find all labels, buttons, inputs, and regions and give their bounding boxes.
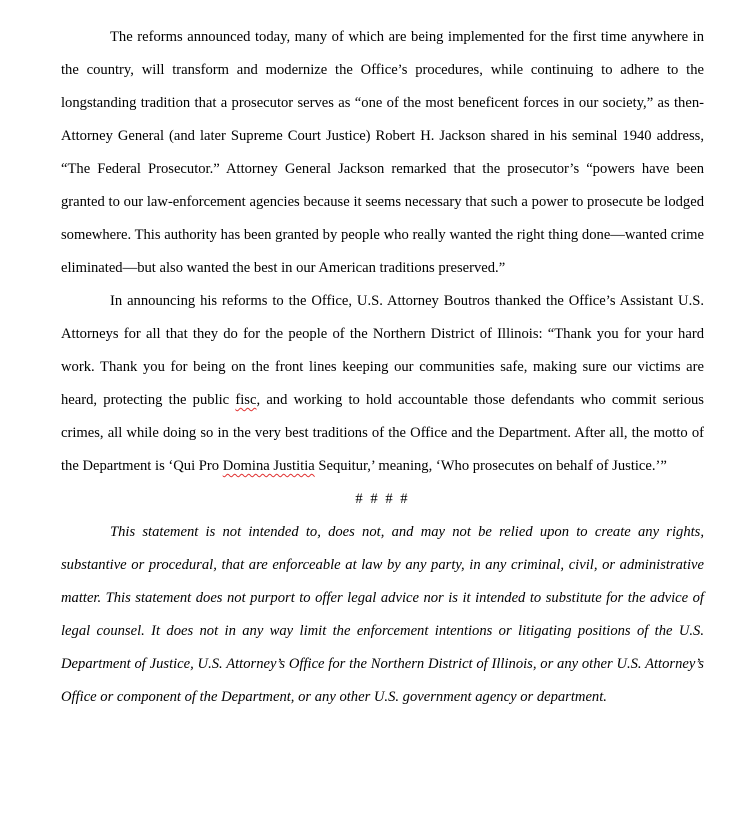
spellcheck-word-fisc[interactable]: fisc xyxy=(235,392,257,408)
paragraph-boutros-text-2: , and working to hold accountable those defendants who commit serious crimes, all while doing so in the very best traditions of the Office and the Department. After all, the motto of the Department is ‘Qui Pro xyxy=(61,392,704,474)
paragraph-boutros-text-1: In announcing his reforms to the Office, U.S. Attorney Boutros thanked the Office’s Assistant U.S. Attorneys for all that they do for the people of the Northern District of Illinois: “Thank you for your hard work. Thank you for being on the front lines keeping our communities safe, making sure our victims are heard, protecting the public xyxy=(61,293,704,408)
document-page xyxy=(61,21,704,714)
paragraph-boutros-quote xyxy=(61,285,704,483)
section-separator: # # # # xyxy=(355,491,410,507)
disclaimer-paragraph: This statement is not intended to, does not, and may not be relied upon to create any rights, substantive or procedural, that are enforceable at law by any party, in any criminal, civil, or administrative matter. This statement does not purport to offer legal advice nor is it intended to substitute for the advice of legal counsel. It does not in any way limit the enforcement intentions or litigating positions of the U.S. Department of Justice, U.S. Attorney’s Office for the Northern District of Illinois, or any other U.S. Attorney’s Office or component of the Department, or any other U.S. government agency or department. xyxy=(61,524,704,705)
paragraph-reforms: The reforms announced today, many of which are being implemented for the first time anywhere in the country, will transform and modernize the Office’s procedures, while continuing to adhere to the longstanding tradition that a prosecutor serves as “one of the most beneficent forces in our society,” as then-Attorney General (and later Supreme Court Justice) Robert H. Jackson shared in his seminal 1940 address, “The Federal Prosecutor.” Attorney General Jackson remarked that the prosecutor’s “powers have been granted to our law-enforcement agencies because it seems necessary that such a power to prosecute be lodged somewhere. This authority has been granted by people who really wanted the right thing done—wanted crime eliminated—but also wanted the best in our American traditions preserved.” xyxy=(61,29,704,276)
paragraph-boutros-text-3: Sequitur,’ meaning, ‘Who prosecutes on behalf of Justice.’” xyxy=(314,458,667,474)
spellcheck-word-domina-justitia[interactable]: Domina Justitia xyxy=(222,458,315,474)
